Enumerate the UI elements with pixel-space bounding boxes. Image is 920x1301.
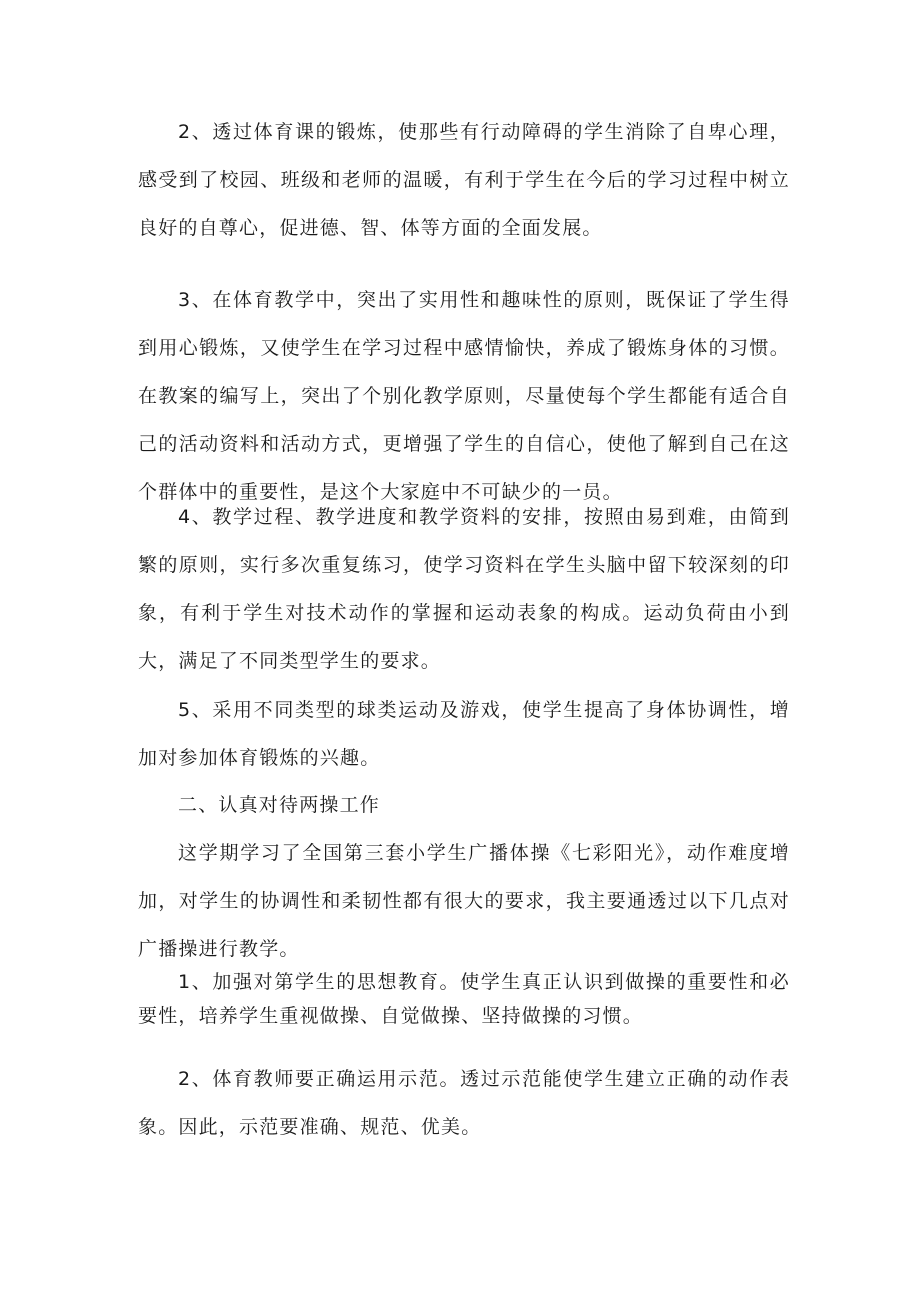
paragraph-broadcast-exercise-intro: 这学期学习了全国第三套小学生广播体操《七彩阳光》，动作难度增加，对学生的协调性和柔韧性都有很大的要求，我主要通透过以下几点对广播操进行教学。 bbox=[138, 842, 790, 960]
paragraph-point-3-principles: 3、在体育教学中，突出了实用性和趣味性的原则，既保证了学生得到用心锻炼，又使学生在学习过程中感情愉快，养成了锻炼身体的习惯。在教案的编写上，突出了个别化教学原则，尽量使每个学生都能有适合自己的活动资料和活动方式，更增强了学生的自信心，使他了解到自己在这个群体中的重要性，是这个大家庭中不可缺少的一员。 bbox=[138, 289, 790, 503]
paragraph-item-1-education: 1、加强对第学生的思想教育。使学生真正认识到做操的重要性和必要性，培养学生重视做操、自觉做操、坚持做操的习惯。 bbox=[138, 971, 790, 1027]
paragraph-point-2-benefits: 2、透过体育课的锻炼，使那些有行动障碍的学生消除了自卑心理，感受到了校园、班级和老师的温暖，有利于学生在今后的学习过程中树立良好的自尊心，促进德、智、体等方面的全面发展。 bbox=[138, 121, 790, 239]
paragraph-item-2-demonstration: 2、体育教师要正确运用示范。透过示范能使学生建立正确的动作表象。因此，示范要准确、规范、优美。 bbox=[138, 1068, 790, 1138]
section-heading-two-exercises: 二、认真对待两操工作 bbox=[178, 794, 381, 816]
paragraph-point-4-progression: 4、教学过程、教学进度和教学资料的安排，按照由易到难，由简到繁的原则，实行多次重复练习，使学习资料在学生头脑中留下较深刻的印象，有利于学生对技术动作的掌握和运动表象的构成。运动负荷由小到大，满足了不同类型学生的要求。 bbox=[138, 506, 790, 672]
paragraph-point-5-ball-games: 5、采用不同类型的球类运动及游戏，使学生提高了身体协调性，增加对参加体育锻炼的兴趣。 bbox=[138, 699, 790, 769]
